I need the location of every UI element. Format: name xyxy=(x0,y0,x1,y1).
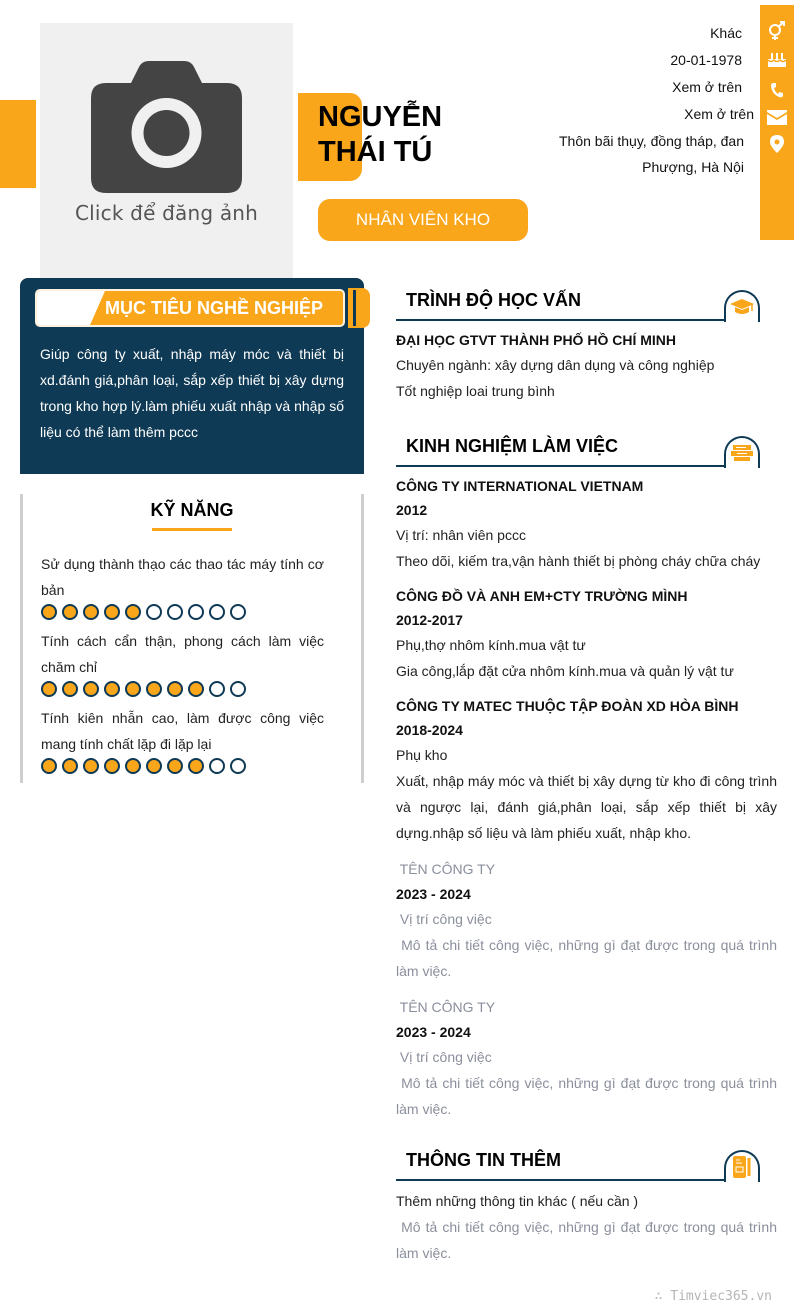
objective-text[interactable]: Giúp công ty xuất, nhập máy móc và thiết bị xd.đánh giá,phân loại, sắp xếp thiết bị xây dựng trong kho hợp lý.làm phiếu xuất nhập và nhập số liệu có thể làm thêm pccc xyxy=(40,346,344,440)
rating-dot-filled[interactable] xyxy=(188,758,204,774)
skill-item xyxy=(41,551,324,626)
rating-dot-filled[interactable] xyxy=(104,604,120,620)
notebook-icon xyxy=(724,1150,760,1182)
graduation-cap-icon xyxy=(724,290,760,322)
rating-dot-filled[interactable] xyxy=(125,604,141,620)
job-position-placeholder[interactable]: Vị trí công việc xyxy=(396,911,492,927)
rating-dot-filled[interactable] xyxy=(83,758,99,774)
map-pin-icon xyxy=(766,133,788,155)
rating-dot-empty[interactable] xyxy=(230,604,246,620)
additional-info-heading[interactable]: Thêm những thông tin khác ( nếu cần ) xyxy=(396,1193,639,1209)
experience-item xyxy=(396,474,777,574)
rating-dot-filled[interactable] xyxy=(125,681,141,697)
education-major[interactable]: Chuyên ngành: xây dựng dân dụng và công nghiệp xyxy=(396,357,715,373)
rating-dot-filled[interactable] xyxy=(83,604,99,620)
job-position-placeholder[interactable]: Vị trí công việc xyxy=(396,1049,492,1065)
skill-rating[interactable] xyxy=(41,757,324,780)
rating-dot-empty[interactable] xyxy=(230,681,246,697)
title-slant-decoration xyxy=(37,291,105,325)
rating-dot-filled[interactable] xyxy=(41,681,57,697)
name-line-1: NGUYỄN xyxy=(318,101,443,133)
rating-dot-filled[interactable] xyxy=(62,758,78,774)
experience-item-placeholder xyxy=(396,856,781,984)
photo-upload-label: Click để đăng ảnh xyxy=(74,201,259,225)
rating-dot-empty[interactable] xyxy=(146,604,162,620)
rating-dot-filled[interactable] xyxy=(62,681,78,697)
work-period[interactable]: 2023 - 2024 xyxy=(396,886,471,902)
rating-dot-empty[interactable] xyxy=(188,604,204,620)
skills-title-underline xyxy=(152,528,232,531)
rating-dot-filled[interactable] xyxy=(167,758,183,774)
skills-title: KỸ NĂNG xyxy=(150,500,234,520)
camera-icon xyxy=(91,61,242,193)
experience-title-underline xyxy=(396,465,760,467)
job-description-placeholder[interactable]: Mô tả chi tiết công việc, những gì đạt được trong quá trình làm việc. xyxy=(396,937,781,979)
work-period[interactable]: 2018-2024 xyxy=(396,722,463,738)
job-position[interactable]: Phụ kho xyxy=(396,747,448,763)
experience-item-placeholder xyxy=(396,994,781,1122)
skills-list xyxy=(41,551,324,782)
job-position[interactable]: Vị trí: nhân viên pccc xyxy=(396,527,526,543)
work-period[interactable]: 2012 xyxy=(396,502,428,518)
company-name-placeholder[interactable]: TÊN CÔNG TY xyxy=(396,999,496,1015)
phone-icon xyxy=(766,79,788,101)
experience-title: KINH NGHIỆM LÀM VIỆC xyxy=(406,436,619,456)
rating-dot-filled[interactable] xyxy=(83,681,99,697)
rating-dot-empty[interactable] xyxy=(209,758,225,774)
additional-info-header xyxy=(396,1145,760,1181)
additional-info-title: THÔNG TIN THÊM xyxy=(406,1150,561,1170)
rating-dot-filled[interactable] xyxy=(62,604,78,620)
skill-name[interactable]: Sử dụng thành thạo các thao tác máy tính cơ bản xyxy=(41,556,324,598)
birthday-cake-icon xyxy=(766,48,788,70)
job-position[interactable]: Phụ,thợ nhôm kính.mua vật tư xyxy=(396,637,586,653)
job-title[interactable]: NHÂN VIÊN KHO xyxy=(318,199,528,241)
name-line-2: THÁI TÚ xyxy=(318,136,433,168)
objective-title: MỤC TIÊU NGHỀ NGHIỆP xyxy=(105,298,324,318)
work-period[interactable]: 2012-2017 xyxy=(396,612,463,628)
rating-dot-filled[interactable] xyxy=(104,681,120,697)
company-name[interactable]: CÔNG TY MATEC THUỘC TẬP ĐOÀN XD HÒA BÌNH xyxy=(396,698,739,714)
education-content xyxy=(396,328,777,404)
rating-dot-empty[interactable] xyxy=(167,604,183,620)
address-line-2[interactable]: Phượng, Hà Nội xyxy=(642,159,744,175)
job-description[interactable]: Theo dõi, kiếm tra,vận hành thiết bị phòng cháy chữa cháy xyxy=(396,553,761,569)
skill-rating[interactable] xyxy=(41,603,324,626)
rating-dot-empty[interactable] xyxy=(230,758,246,774)
objective-divider xyxy=(353,290,356,326)
education-title-underline xyxy=(396,319,760,321)
skill-item xyxy=(41,628,324,703)
education-grade[interactable]: Tốt nghiệp loai trung bình xyxy=(396,383,555,399)
rating-dot-filled[interactable] xyxy=(167,681,183,697)
envelope-icon xyxy=(766,106,788,128)
job-description[interactable]: Gia công,lắp đặt cửa nhôm kính.mua và quản lý vật tư xyxy=(396,663,734,679)
gender-value[interactable]: Khác xyxy=(710,25,742,41)
education-title: TRÌNH ĐỘ HỌC VẤN xyxy=(406,290,581,310)
job-description-placeholder[interactable]: Mô tả chi tiết công việc, những gì đạt được trong quá trình làm việc. xyxy=(396,1075,781,1117)
education-header xyxy=(396,285,760,321)
phone-value[interactable]: Xem ở trên xyxy=(672,79,742,95)
school-name[interactable]: ĐẠI HỌC GTVT THÀNH PHỐ HỒ CHÍ MINH xyxy=(396,332,676,348)
additional-info-content xyxy=(396,1188,781,1266)
left-accent-bar xyxy=(0,100,36,188)
additional-info-title-underline xyxy=(396,1179,760,1181)
objective-tab-accent xyxy=(348,288,370,328)
experience-item xyxy=(396,694,777,846)
rating-dot-empty[interactable] xyxy=(209,681,225,697)
experience-list xyxy=(396,474,781,1122)
email-value[interactable]: Xem ở trên xyxy=(684,106,754,122)
rating-dot-filled[interactable] xyxy=(188,681,204,697)
rating-dot-filled[interactable] xyxy=(41,758,57,774)
rating-dot-filled[interactable] xyxy=(146,758,162,774)
job-description[interactable]: Xuất, nhập máy móc và thiết bị xây dựng từ kho đi công trình và ngược lại, đánh giá,phân loại, sắp xếp thiết bị xây dựng.nhập số liệu và làm phiếu xuất, nhập kho. xyxy=(396,773,777,841)
skill-item xyxy=(41,705,324,780)
company-name-placeholder[interactable]: TÊN CÔNG TY xyxy=(396,861,496,877)
rating-dot-filled[interactable] xyxy=(125,758,141,774)
experience-item xyxy=(396,584,777,684)
experience-header xyxy=(396,431,760,467)
briefcase-icon xyxy=(724,436,760,468)
company-name[interactable]: CÔNG ĐỒ VÀ ANH EM+CTY TRƯỜNG MÌNH xyxy=(396,588,688,604)
contact-info xyxy=(444,20,754,180)
contact-icon-bar xyxy=(760,5,794,240)
gender-icon xyxy=(766,20,788,42)
company-name[interactable]: CÔNG TY INTERNATIONAL VIETNAM xyxy=(396,478,644,494)
photo-upload[interactable] xyxy=(40,23,293,278)
rating-dot-empty[interactable] xyxy=(209,604,225,620)
work-period[interactable]: 2023 - 2024 xyxy=(396,1024,471,1040)
rating-dot-filled[interactable] xyxy=(41,604,57,620)
birthday-value[interactable]: 20-01-1978 xyxy=(670,52,742,68)
skill-name[interactable]: Tính kiên nhẫn cao, làm được công việc mang tính chất lặp đi lặp lại xyxy=(41,710,324,752)
rating-dot-filled[interactable] xyxy=(146,681,162,697)
rating-dot-filled[interactable] xyxy=(104,758,120,774)
objective-title-bar xyxy=(35,289,345,327)
skill-rating[interactable] xyxy=(41,680,324,703)
watermark: ∴ Timviec365.vn xyxy=(654,1289,772,1304)
address-line-1[interactable]: Thôn bãi thụy, đồng tháp, đan xyxy=(559,133,744,149)
skill-name[interactable]: Tính cách cẩn thận, phong cách làm việc chăm chỉ xyxy=(41,633,324,675)
additional-info-text[interactable]: Mô tả chi tiết công việc, những gì đạt được trong quá trình làm việc. xyxy=(396,1219,781,1261)
